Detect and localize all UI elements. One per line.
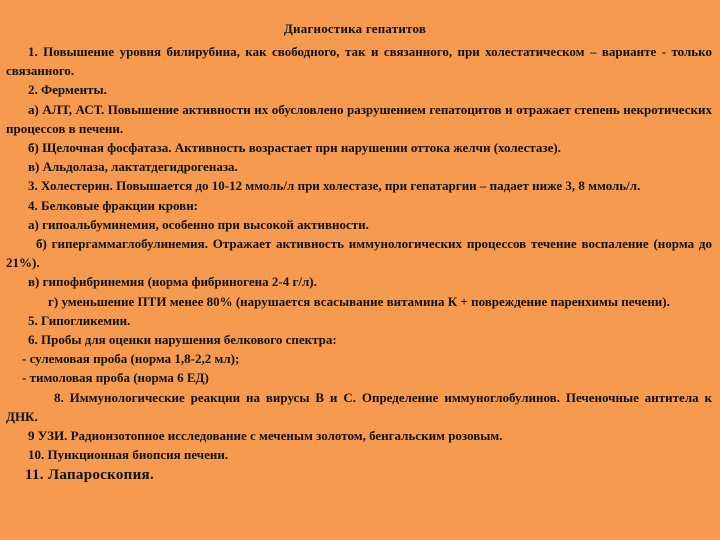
paragraph-protein-spectrum-tests: 6. Пробы для оценки нарушения белкового спектра: bbox=[28, 332, 337, 348]
paragraph-enzymes: 2. Ферменты. bbox=[28, 82, 107, 98]
page-title: Диагностика гепатитов bbox=[283, 21, 427, 36]
paragraph-alt-ast: а) АЛТ, АСТ. Повышение активности их обусловлено разрушением гепатоцитов и отражает степень некротических процессов в печени. bbox=[6, 101, 712, 136]
paragraph-laparoscopy: 11. Лапароскопия. bbox=[25, 467, 154, 484]
paragraph-thymol-test: - тимоловая проба (норма 6 ЕД) bbox=[22, 370, 209, 386]
paragraph-cholesterol: 3. Холестерин. Повышается до 10-12 ммоль/л при холестазе, при гепатаргии – падает ниже 3, 8 ммоль/л. bbox=[28, 178, 641, 194]
paragraph-alkaline-phosphatase: б) Щелочная фосфатаза. Активность возрастает при нарушении оттока желчи (холестазе). bbox=[28, 140, 561, 156]
paragraph-hypergammaglobulinemia: б) гипергаммаглобулинемия. Отражает активность иммунологических процессов течение воспаление (норма до 21%). bbox=[6, 236, 712, 271]
paragraph-sublimate-test: - сулемовая проба (норма 1,8-2,2 мл); bbox=[22, 351, 240, 367]
paragraph-biopsy: 10. Пункционная биопсия печени. bbox=[28, 447, 229, 463]
paragraph-pti: г) уменьшение ПТИ менее 80% (нарушается всасывание витамина К + повреждение паренхимы печени). bbox=[48, 293, 670, 309]
paragraph-hypoglycemia: 5. Гипогликемии. bbox=[28, 312, 131, 328]
paragraph-protein-fractions: 4. Белковые фракции крови: bbox=[28, 197, 199, 213]
paragraph-ultrasound: 9 УЗИ. Радиоизотопное исследование с меченым золотом, бенгальским розовым. bbox=[28, 428, 503, 444]
slide-body bbox=[6, 42, 712, 486]
paragraph-aldolase: в) Альдолаза, лактатдегидрогеназа. bbox=[28, 159, 238, 175]
paragraph-immunological-reactions: 8. Иммунологические реакции на вирусы В и С. Определение иммуноглобулинов. Печеночные антитела к ДНК. bbox=[6, 389, 712, 424]
paragraph-bilirubin: 1. Повышение уровня билирубина, как свободного, так и связанного, при холестатическом – варианте - только связанного. bbox=[6, 44, 712, 79]
paragraph-hypoalbuminemia: а) гипоальбуминемия, особенно при высокой активности. bbox=[28, 216, 369, 232]
paragraph-hypofibrinemia: в) гипофибринемия (норма фибриногена 2-4 г/л). bbox=[28, 274, 317, 290]
